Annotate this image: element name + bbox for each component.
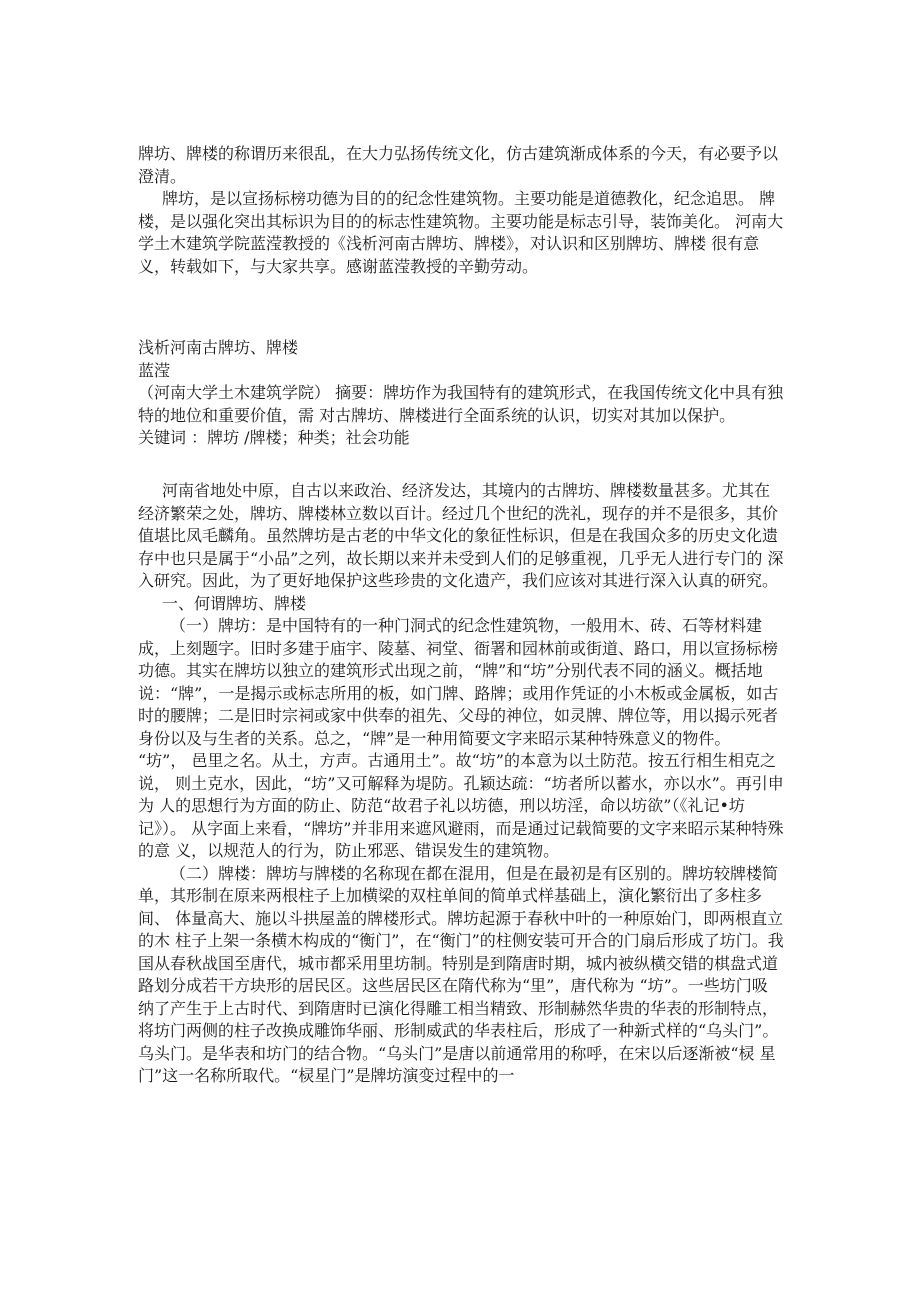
section-heading: 一、何谓牌坊、牌楼 bbox=[162, 593, 307, 613]
body-paragraph: （二）牌楼：牌坊与牌楼的名称现在都在混用，但是在最初是有区别的。牌坊较牌楼简 单，其形制在原来两根柱子上加横梁的双柱单间的简单式样基础上，演化繁衍出了多柱多间、 体量高大、施以斗拱屋盖的牌楼形式。牌坊起源于春秋中叶的一种原始门，即两根直立的木 柱子上架一条横木构成的“衡门”，在“衡门”的柱侧安装可开合的门扇后形成了坊门。我 国从春秋战国至唐代，城市都采用里坊制。特别是到隋唐时期，城内被纵横交错的棋盘式道 路划分成若干方块形的居民区。这些居民区在隋代称为“里”，唐代称为 “坊”。一些坊门吸 纳了产生于上古时代、到隋唐时已演化得雕工相当精致、形制赫然华贵的华表的形制特点， 将坊门两侧的柱子改换成雕饰华丽、形制威武的华表柱后，形成了一种新式样的“乌头门”。 乌头门。是华表和坊门的结合物。“乌头门”是唐以前通常用的称呼，在宋以后逐渐被“棂 星门”这一名称所取代。“棂星门”是牌坊演变过程中的一 bbox=[138, 863, 784, 1085]
intro-section bbox=[138, 143, 784, 278]
body-paragraph: 河南省地处中原，自古以来政治、经济发达，其境内的古牌坊、牌楼数量甚多。尤其在 经济繁荣之处，牌坊、牌楼林立数以百计。经过几个世纪的洗礼，现存的并不是很多，其价 值堪比凤毛麟角。虽然牌坊是古老的中华文化的象征性标识，但是在我国众多的历史文化遗 存中也只是属于“小品”之列，故长期以来并未受到人们的足够重视，几乎无人进行专门的 深入研究。因此，为了更好地保护这些珍贵的文化遗产，我们应该对其进行深入认真的研究。 bbox=[138, 481, 784, 590]
article-header bbox=[138, 337, 784, 450]
intro-paragraph: 牌坊、牌楼的称谓历来很乱，在大力弘扬传统文化，仿古建筑渐成体系的今天，有必要予以澄清。 bbox=[138, 144, 779, 186]
intro-paragraph: 牌坊，是以宣扬标榜功德为目的的纪念性建筑物。主要功能是道德教化，纪念追思。 牌楼，是以强化突出其标识为目的的标志性建筑物。主要功能是标志引导，装饰美化。 河南大学土木建筑学院蓝滢教授的《浅析河南古牌坊、牌楼》，对认识和区别牌坊、牌楼 很有意义，转载如下，与大家共享。感谢蓝滢教授的辛勤劳动。 bbox=[138, 189, 784, 276]
article-keywords: 关键词 ：牌坊 /牌楼；种类；社会功能 bbox=[138, 428, 410, 447]
body-paragraph: “坊”， 邑里之名。从土，方声。古通用土”。故“坊”的本意为以土防范。按五行相生相克之说， 则土克水，因此，“坊”又可解释为堤防。孔颖达疏：“坊者所以蓄水，亦以水”。再引申为 人的思想行为方面的防止、防范“故君子礼以坊德，刑以坊淫，命以坊欲”（《礼记•坊记》）。 从字面上来看，“牌坊”并非用来遮风避雨，而是通过记载简要的文字来昭示某种特殊的意 义，以规范人的行为，防止邪恶、错误发生的建筑物。 bbox=[138, 751, 784, 860]
article-abstract: （河南大学土木建筑学院） 摘要：牌坊作为我国特有的建筑形式，在我国传统文化中具有独特的地位和重要价值，需 对古牌坊、牌楼进行全面系统的认识，切实对其加以保护。 bbox=[138, 383, 784, 425]
article-title: 浅析河南古牌坊、牌楼 bbox=[138, 338, 299, 357]
article-author: 蓝滢 bbox=[138, 360, 171, 380]
body-paragraph: （一）牌坊：是中国特有的一种门洞式的纪念性建筑物，一般用木、砖、石等材料建成，上刻题字。旧时多建于庙宇、陵墓、祠堂、衙署和园林前或街道、路口，用以宣扬标榜功德。其实在牌坊以独立的建筑形式出现之前，“牌”和“坊”分别代表不同的涵义。概括地说：“牌”，一是揭示或标志所用的板，如门牌、路牌；或用作凭证的小木板或金属板，如古时的腰牌；二是旧时宗祠或家中供奉的祖先、父母的神位，如灵牌、牌位等，用以揭示死者身份以及与生者的关系。总之，“牌”是一种用简要文字来昭示某种特殊意义的物件。 bbox=[138, 616, 779, 748]
article-body bbox=[138, 480, 784, 1088]
